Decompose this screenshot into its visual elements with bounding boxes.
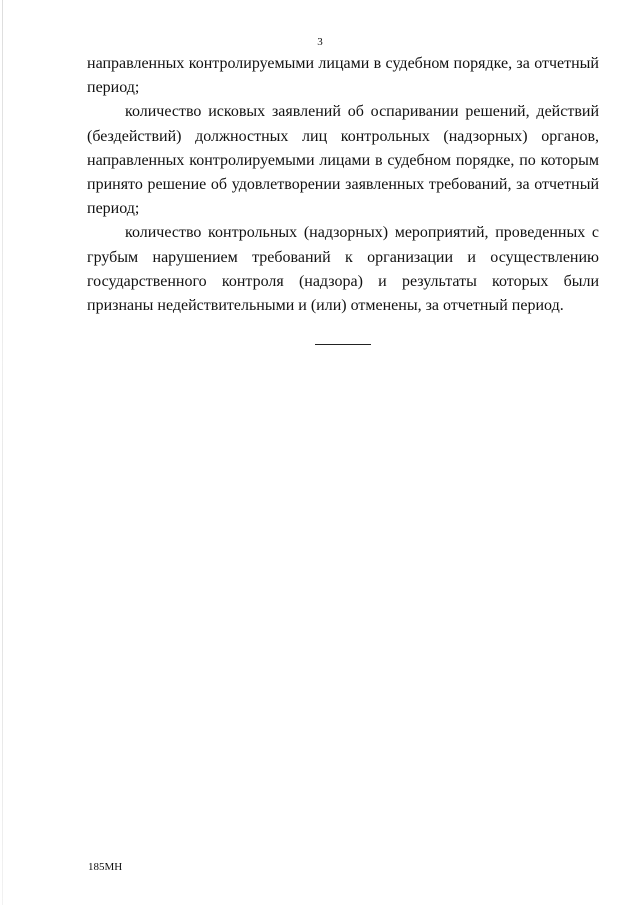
page-number: 3 [317, 36, 323, 48]
document-body [87, 52, 599, 318]
footer-document-code: 185МН [88, 861, 123, 873]
end-divider-line [315, 344, 371, 345]
paragraph-continuation: направленных контролируемыми лицами в судебном порядке, за отчетный период; [87, 55, 599, 97]
paragraph-lawsuits-satisfied: количество исковых заявлений об оспаривании решений, действий (бездействий) должностных лиц контрольных (надзорных) органов, направленных контролируемыми лицами в судебном порядке, по которым принято решение об удовлетворении заявленных требований, за отчетный период; [87, 103, 599, 218]
scan-edge [2, 0, 3, 905]
paragraph-invalidated-inspections: количество контрольных (надзорных) мероприятий, проведенных с грубым нарушением требований к организации и осуществлению государственного контроля (надзора) и результаты которых были признаны недействительными и (или) отменены, за отчетный период. [87, 224, 599, 315]
